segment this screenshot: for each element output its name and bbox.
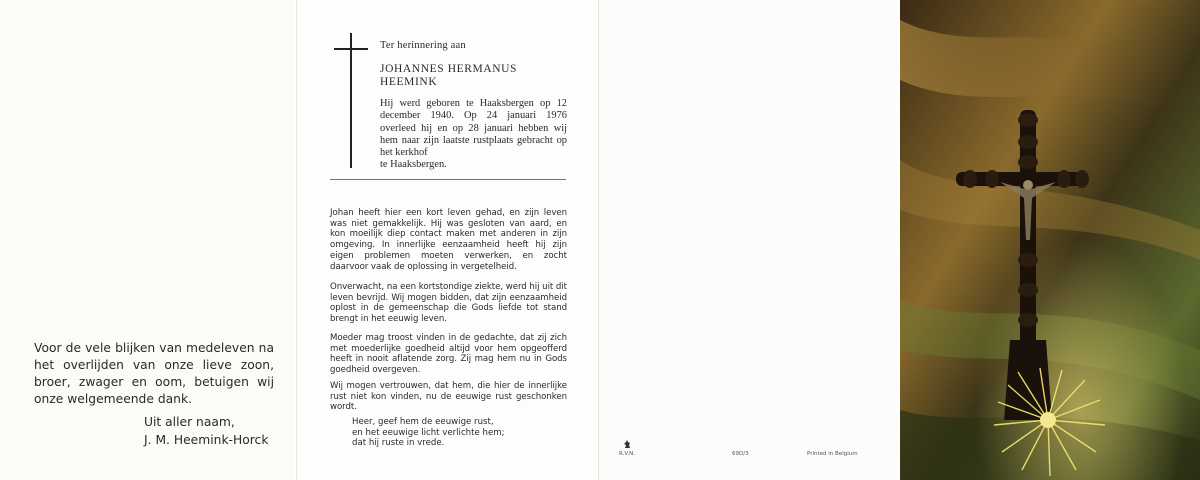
paragraph: Moeder mag troost vinden in de gedachte, dat zij zich met moederlijke goedheid altijd voor hem opgeofferd heeft in nooit aflatende zorg. Zij mag hem nu in Gods goedheid overgeven.	[330, 333, 567, 376]
closing-line: Uit aller naam,	[144, 415, 235, 429]
prayer-line: dat hij ruste in vrede.	[352, 438, 445, 449]
crucifix-photo	[900, 0, 1200, 480]
divider	[330, 179, 566, 180]
prayer-line: en het eeuwige licht verlichte hem;	[352, 427, 505, 438]
biography-last-line: te Haaksbergen.	[380, 159, 447, 170]
signature-name: J. M. Heemink-Horck	[144, 432, 269, 447]
name-line-2: HEEMINK	[380, 76, 438, 88]
thanks-panel	[0, 0, 295, 480]
back-panel	[598, 0, 898, 480]
prayer-line: Heer, geef hem de eeuwige rust,	[352, 417, 494, 427]
printed-in: Printed in Belgium	[807, 451, 858, 457]
publisher-logo-icon	[624, 440, 631, 448]
deceased-name	[380, 63, 517, 89]
memorial-intro: Ter herinnering aan	[380, 40, 466, 51]
thanks-text: Voor de vele blijken van medeleven na het overlijden van onze lieve zoon, broer, zwager en oom, betuigen wij onze welgemeende dank.	[34, 341, 274, 406]
fold-line	[296, 0, 297, 480]
paragraph: Onverwacht, na een kortstondige ziekte, werd hij uit dit leven bevrijd. Wij mogen bidden, dat zijn eenzaamheid oplost in de gemeenschap die Gods liefde tot stand brengt in het eeuwig leven.	[330, 282, 567, 325]
name-line-1: JOHANNES HERMANUS	[380, 63, 518, 75]
biography: Hij werd geboren te Haaksbergen op 12 december 1940. Op 24 januari 1976 overleed hij en op 28 januari hebben wij hem naar zijn laatste rustplaats gebracht op het kerkhof	[380, 98, 567, 159]
signature-block	[144, 414, 268, 449]
publisher-mark: R.V.N.	[619, 451, 636, 457]
card-code: 69D/3	[732, 451, 749, 457]
prayer	[352, 417, 505, 449]
paragraph: Wij mogen vertrouwen, dat hem, die hier de innerlijke rust niet kon vinden, nu de eeuwige rust geschonken wordt.	[330, 381, 567, 413]
paragraph: Johan heeft hier een kort leven gehad, en zijn leven was niet gemakkelijk. Hij was gesloten van aard, en kon moeilijk diep contact maken met anderen in zijn omgeving. In innerlijke eenzaamheid heeft hij zijn eigen problemen moeten verwerken, en zocht daarvoor vaak de oplossing in vergetelheid.	[330, 208, 567, 272]
fold-line	[598, 0, 599, 480]
